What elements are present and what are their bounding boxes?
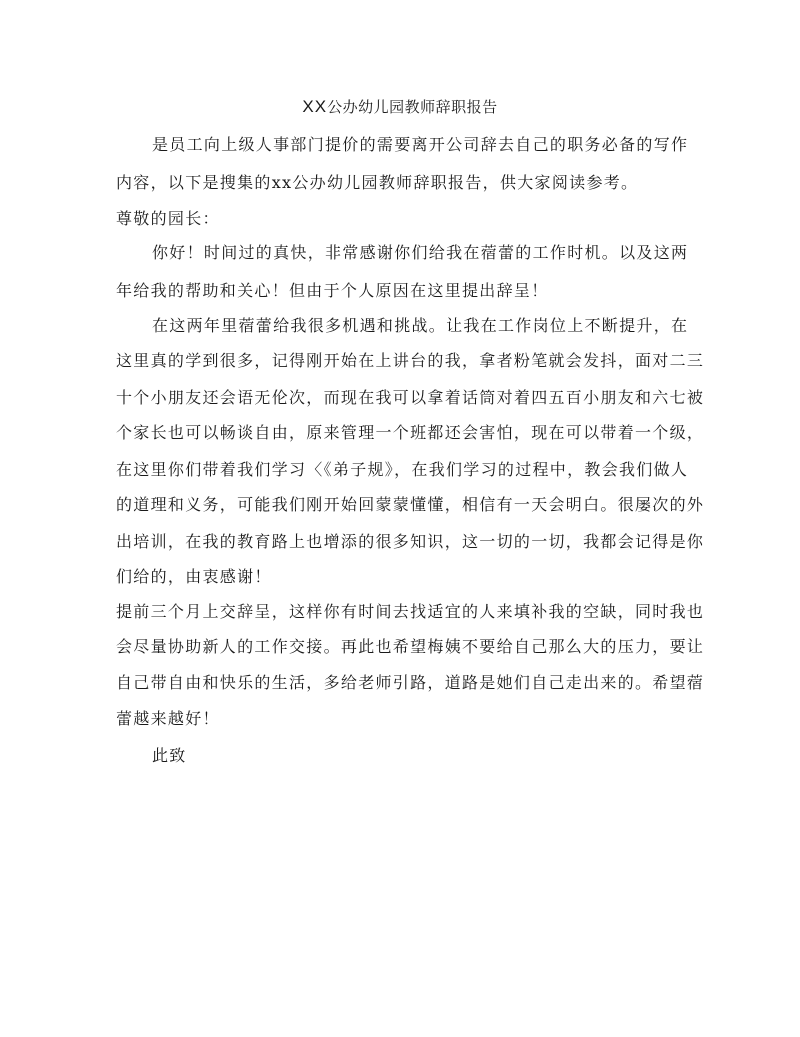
body-line: 出培训，在我的教育路上也增添的很多知识，这一切的一切，我都会记得是你 [116, 532, 705, 551]
body-line: 是员工向上级人事部门提价的需要离开公司辞去自己的职务必备的写作 [152, 135, 689, 154]
body-line: 十个小朋友还会语无伦次，而现在我可以拿着话筒对着四五百小朋友和六七被 [116, 388, 705, 407]
body-line: 你好！时间过的真快，非常感谢你们给我在蓿蕾的工作时机。以及这两 [152, 243, 689, 262]
body-line: 在这里你们带着我们学习〈《弟子规》，在我们学习的过程中，教会我们做人 [116, 460, 689, 479]
body-line: 的道理和义务，可能我们刚开始回蒙蒙懂懂，相信有一天会明白。很屡次的外 [116, 495, 705, 514]
body-line: 会尽量协助新人的工作交接。再此也希望梅姨不要给自己那么大的压力，要让 [116, 637, 705, 656]
document-title-text: 公办幼儿园教师辞职报告 [327, 98, 498, 116]
closing: 此致 [152, 746, 187, 765]
body-line: 这里真的学到很多，记得刚开始在上讲台的我，拿者粉笔就会发抖，面对二三 [116, 351, 705, 370]
salutation: 尊敬的园长： [116, 209, 220, 228]
body-line: 蕾越来越好！ [116, 709, 220, 728]
body-line: 内容，以下是搜集的xx公办幼儿园教师辞职报告，供大家阅读参考。 [116, 173, 639, 192]
document-title [0, 95, 800, 119]
body-line: 提前三个月上交辞呈，这样你有时间去找适宜的人来填补我的空缺，同时我也 [116, 602, 705, 621]
document-title-prefix: XX [302, 97, 328, 116]
body-line: 们给的，由衷感谢！ [116, 567, 272, 586]
body-line: 年给我的帮助和关心！但由于个人原因在这里提出辞呈！ [116, 281, 549, 300]
body-line: 在这两年里蓿蕾给我很多机遇和挑战。让我在工作岗位上不断提升，在 [152, 316, 689, 335]
body-line: 自己带自由和快乐的生活，多给老师引路，道路是她们自己走出来的。希望蓿 [116, 673, 705, 692]
body-line: 个家长也可以畅谈自由，原来管理一个班都还会害怕，现在可以带着一个级， [116, 423, 705, 442]
